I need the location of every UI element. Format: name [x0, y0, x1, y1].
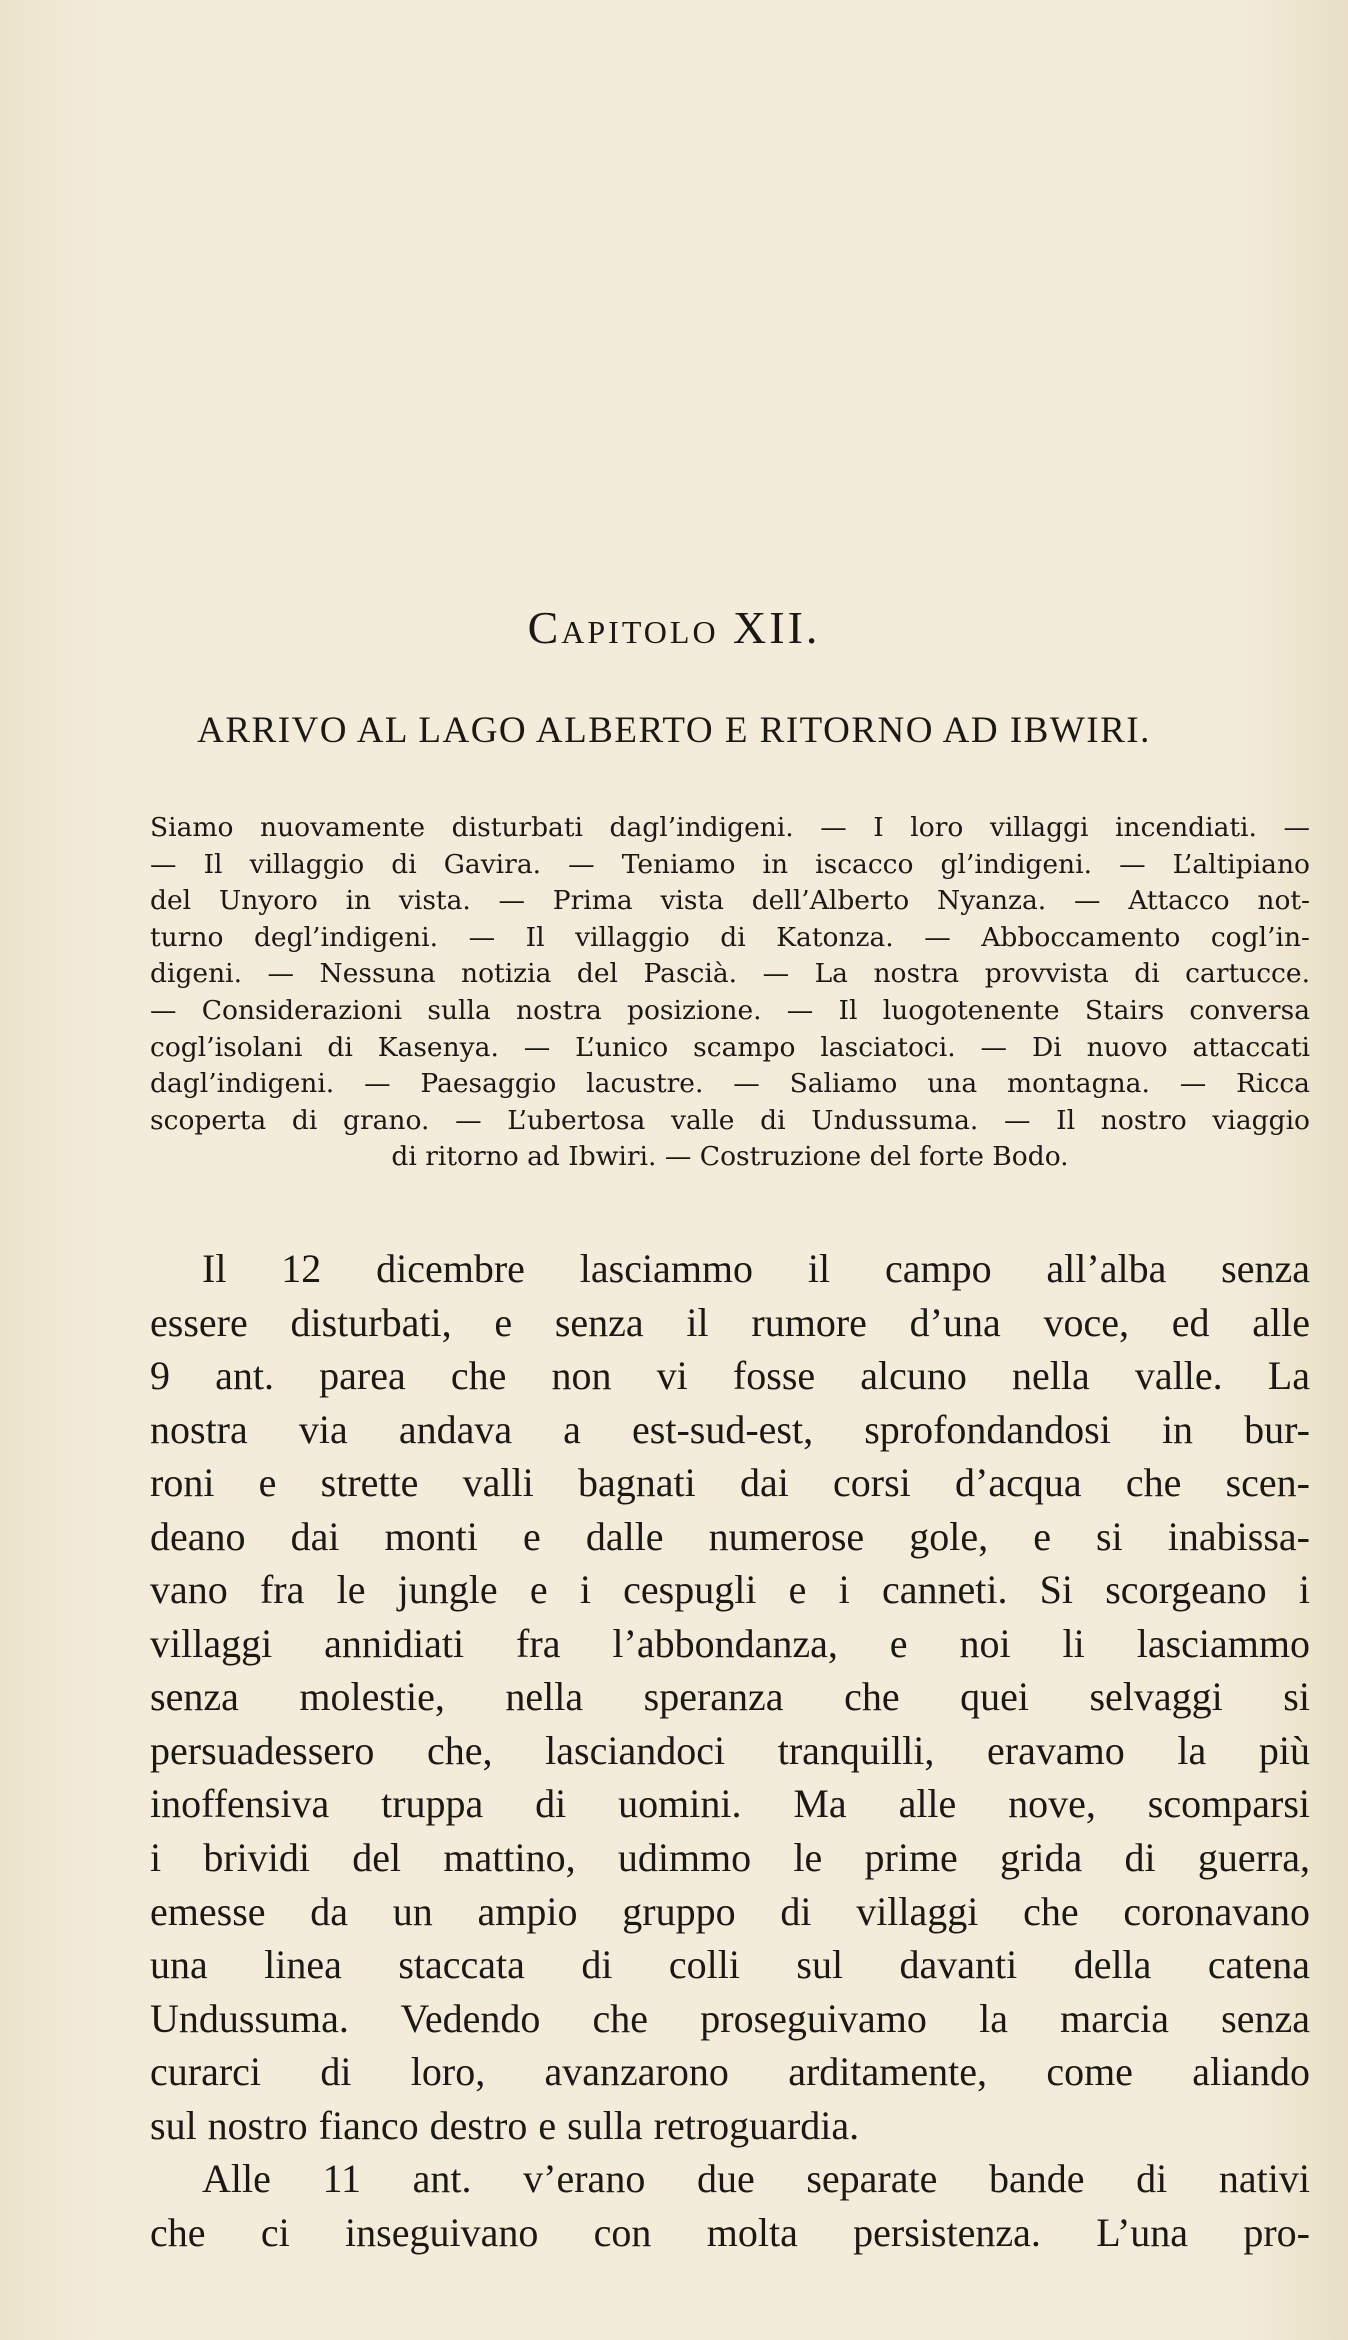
body-line: nostra via andava a est-sud-est, sprofondandosi in bur- [150, 1406, 1310, 1452]
body-text [150, 1242, 1310, 2259]
body-line: essere disturbati, e senza il rumore d’una voce, ed alle [150, 1299, 1310, 1345]
chapter-heading: ARRIVO AL LAGO ALBERTO E RITORNO AD IBWIRI. [197, 710, 1151, 751]
body-line: che ci inseguivano con molta persistenza. L’una pro- [150, 2209, 1310, 2255]
summary-line: dagl’indigeni. — Paesaggio lacustre. — Saliamo una montagna. — Ricca [150, 1068, 1310, 1100]
body-line: Undussuma. Vedendo che proseguivamo la marcia senza [150, 1995, 1310, 2041]
body-line: villaggi annidiati fra l’abbondanza, e noi li lasciammo [150, 1620, 1310, 1666]
summary-line: — Il villaggio di Gavira. — Teniamo in iscacco gl’indigeni. — L’altipiano [150, 848, 1310, 880]
chapter-summary [150, 810, 1310, 1176]
summary-line: Siamo nuovamente disturbati dagl’indigeni. — I loro villaggi incendiati. — [150, 812, 1310, 843]
body-line: persuadessero che, lasciandoci tranquilli, eravamo la più [150, 1727, 1310, 1773]
body-line: 9 ant. parea che non vi fosse alcuno nella valle. La [150, 1353, 1310, 1399]
body-line: una linea staccata di colli sul davanti della catena [150, 1942, 1310, 1988]
body-line: sul nostro fianco destro e sulla retroguardia. [150, 2102, 860, 2148]
summary-line: — Considerazioni sulla nostra posizione. — Il luogotenente Stairs conversa [150, 994, 1310, 1026]
summary-line: scoperta di grano. — L’ubertosa valle di Undussuma. — Il nostro viaggio [150, 1104, 1310, 1136]
body-line: roni e strette valli bagnati dai corsi d’acqua che scen- [150, 1460, 1310, 1506]
body-line: deano dai monti e dalle numerose gole, e si inabissa- [150, 1513, 1310, 1559]
summary-line: del Unyoro in vista. — Prima vista dell’Alberto Nyanza. — Attacco not- [150, 885, 1310, 917]
summary-line: cogl’isolani di Kasenya. — L’unico scampo lasciatoci. — Di nuovo attaccati [150, 1031, 1310, 1063]
summary-line: di ritorno ad Ibwiri. — Costruzione del forte Bodo. [391, 1141, 1069, 1173]
body-line: emesse da un ampio gruppo di villaggi che coronavano [150, 1888, 1310, 1934]
body-line: Il 12 dicembre lasciammo il campo all’alba senza [202, 1246, 1310, 1291]
body-line: senza molestie, nella speranza che quei selvaggi si [150, 1674, 1310, 1720]
body-line: inoffensiva truppa di uomini. Ma alle nove, scomparsi [150, 1781, 1310, 1827]
body-line: curarci di loro, avanzarono arditamente, come aliando [150, 2049, 1310, 2095]
summary-line: digeni. — Nessuna notizia del Pascià. — La nostra provvista di cartucce. [150, 958, 1310, 990]
body-line: i brividi del mattino, udimmo le prime grida di guerra, [150, 1835, 1310, 1881]
body-line: vano fra le jungle e i cespugli e i canneti. Si scorgeano i [150, 1567, 1310, 1613]
chapter-title: Capitolo XII. [527, 602, 821, 653]
body-line: Alle 11 ant. v’erano due separate bande di nativi [202, 2156, 1310, 2202]
summary-line: turno degl’indigeni. — Il villaggio di Katonza. — Abboccamento cogl’in- [150, 921, 1310, 953]
